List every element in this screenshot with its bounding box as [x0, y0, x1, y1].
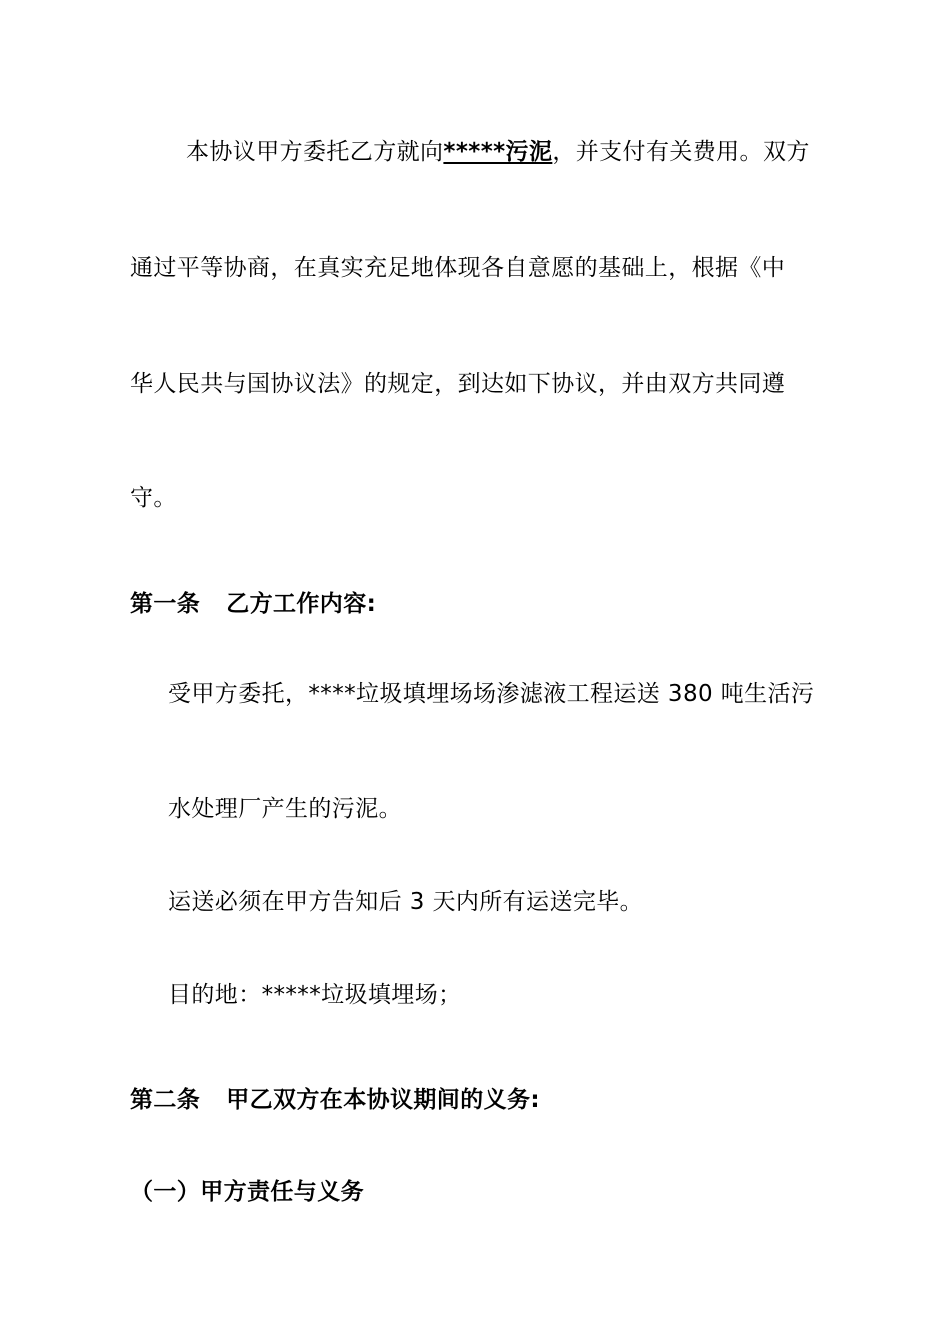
article-title: 甲乙双方在本协议期间的义务:: [226, 1087, 541, 1113]
paragraph-text: ，并支付有关费用。双方: [552, 139, 810, 165]
list-item: 目的地：*****垃圾填埋场；: [168, 982, 462, 1008]
article-title: 乙方工作内容:: [226, 591, 377, 617]
article-heading: [130, 589, 376, 619]
paragraph-line: 通过平等协商，在真实充足地体现各自意愿的基础上，根据《中: [130, 255, 786, 281]
article-number: 第二条: [130, 1087, 201, 1113]
paragraph-line: 守。: [130, 485, 177, 511]
highlighted-term: *****污泥: [443, 139, 553, 165]
paragraph-text: 本协议甲方委托乙方就向: [186, 139, 444, 165]
section-heading: （一）甲方责任与义务: [130, 1179, 364, 1205]
list-item-continuation: 水处理厂产生的污泥。: [168, 796, 402, 822]
paragraph-line: 华人民共与国协议法》的规定，到达如下协议，并由双方共同遵: [130, 371, 786, 397]
article-number: 第一条: [130, 591, 201, 617]
list-item: 受甲方委托，****垃圾填埋场场渗滤液工程运送 380 吨生活污: [168, 681, 815, 707]
paragraph-line: [186, 137, 810, 167]
article-heading: [130, 1085, 540, 1115]
list-item: 运送必须在甲方告知后 3 天内所有运送完毕。: [168, 889, 644, 915]
